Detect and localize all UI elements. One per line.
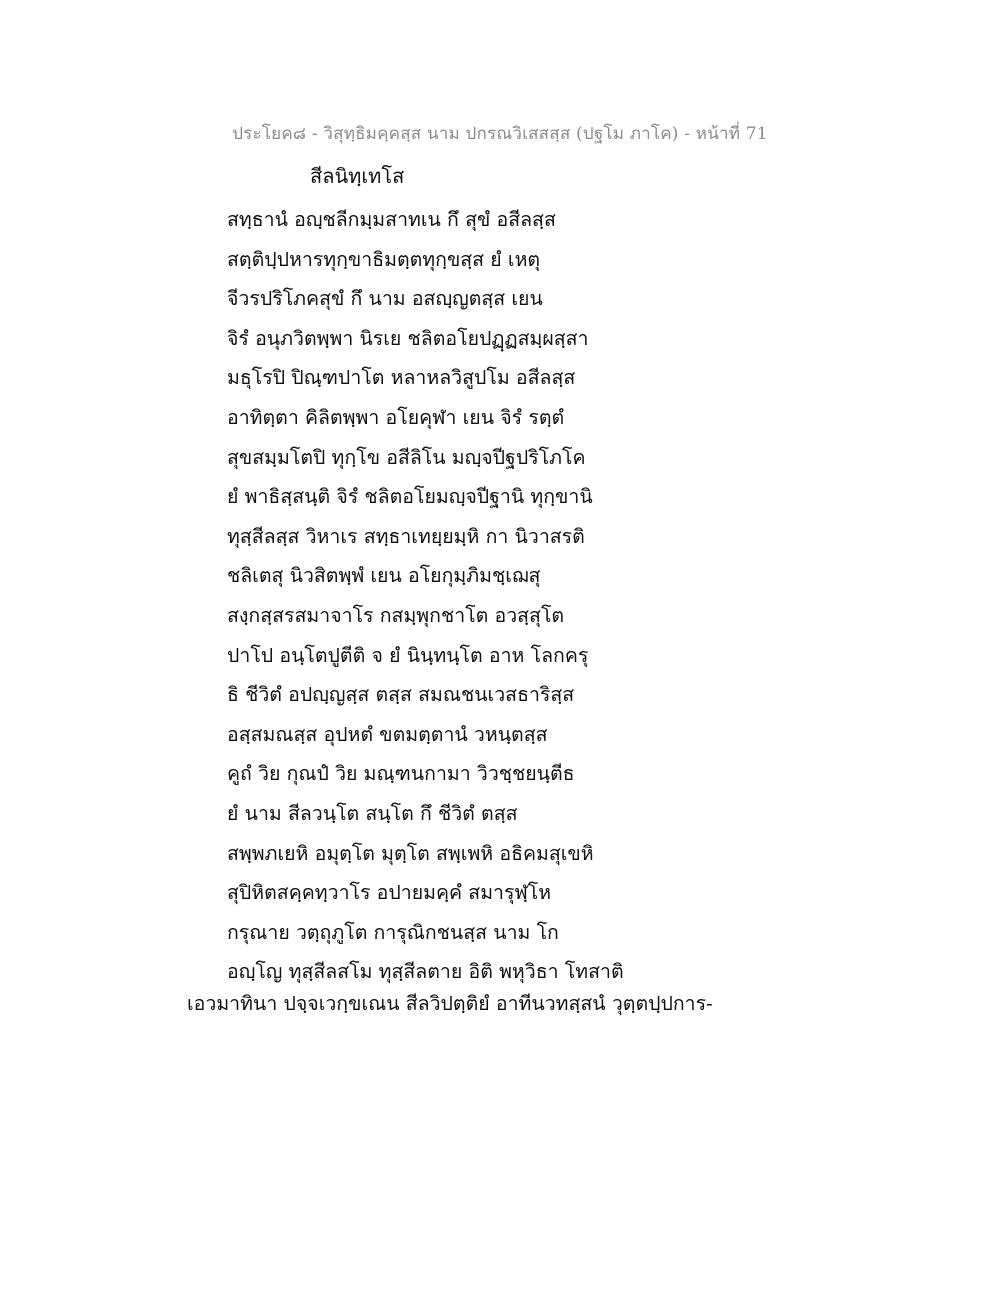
verse-block xyxy=(227,200,624,992)
verse-line: สทฺธานํ อญฺชลีกมฺมสาทเน กึ สุขํ อสีลสฺส xyxy=(227,208,556,231)
section-heading: สีลนิทฺเทโส xyxy=(310,164,405,188)
verse-line: ยํ นาม สีลวนฺโต สนฺโต กึ ชีวิตํ ตสฺส xyxy=(227,801,518,825)
verse-line: สตฺติปฺปหารทุกฺขาธิมตฺตทุกฺขสฺส ยํ เหตุ xyxy=(227,247,541,271)
verse-line: จีวรปริโภคสุขํ กึ นาม อสญฺญตสฺส เยน xyxy=(227,287,543,311)
verse-line: อสฺสมณสฺส อุปหตํ ขตมตฺตานํ วหนฺตสฺส xyxy=(227,722,548,746)
verse-line: อาทิตฺตา คิลิตพฺพา อโยคุฬา เยน จิรํ รตฺตํ xyxy=(227,405,565,429)
verse-line: สุขสมฺมโตปิ ทุกฺโข อสีลิโน มญฺจปีฐปริโภโค xyxy=(227,445,586,469)
page-header: ประโยค๘ - วิสุทฺธิมคฺคสฺส นาม ปกรณวิเสสสฺส (ปฐโม ภาโค) - หน้าที่ 71 xyxy=(232,124,768,144)
verse-line: มธุโรปิ ปิณฺฑปาโต หลาหลวิสูปโม อสีลสฺส xyxy=(227,366,576,390)
verse-line: ชลิเตสุ นิวสิตพฺพํ เยน อโยกุมฺภิมชฺเฌสุ xyxy=(227,564,541,588)
verse-line: ธิ ชีวิตํ อปญฺญสฺส ตสฺส สมณชนเวสธาริสฺส xyxy=(227,683,575,707)
verse-line: จิรํ อนุภวิตพฺพา นิรเย ชลิตอโยปฏฺฏสมฺผสฺสา xyxy=(227,326,589,350)
verse-line: ทุสฺสีลสฺส วิหาเร สทฺธาเทยฺยมฺหิ กา นิวาสรติ xyxy=(227,524,585,548)
verse-line: สพฺพภเยหิ อมุตฺโต มุตฺโต สพฺเพหิ อธิคมสุเขหิ xyxy=(227,841,594,865)
verse-line: ยํ พาธิสฺสนฺติ จิรํ ชลิตอโยมญฺจปีฐานิ ทุกฺขานิ xyxy=(227,485,593,509)
verse-line: สงฺกสฺสรสมาจาโร กสมฺพุกชาโต อวสฺสุโต xyxy=(227,603,565,627)
verse-line: ปาโป อนฺโตปูตีติ จ ยํ นินฺทนฺโต อาห โลกครุ xyxy=(227,643,589,667)
verse-line: สุปิหิตสคฺคทฺวาโร อปายมคฺคํ สมารุฬฺโห xyxy=(227,881,552,905)
verse-line: กรุณาย วตฺถุภูโต การุณิกชนสฺส นาม โก xyxy=(227,920,559,944)
verse-line: อญฺโญ ทุสฺสีลสโม ทุสฺสีลตาย อิติ พหุวิธา โทสาติ xyxy=(227,960,624,984)
verse-line: คูถํ วิย กุณปํ วิย มณฺฑนกามา วิวชฺชยนฺตีธ xyxy=(227,762,575,786)
prose-line: เอวมาทินา ปจฺจเวกฺขเณน สีลวิปตฺติยํ อาทีนวทสฺสนํ วุตฺตปฺปการ- xyxy=(187,992,713,1015)
